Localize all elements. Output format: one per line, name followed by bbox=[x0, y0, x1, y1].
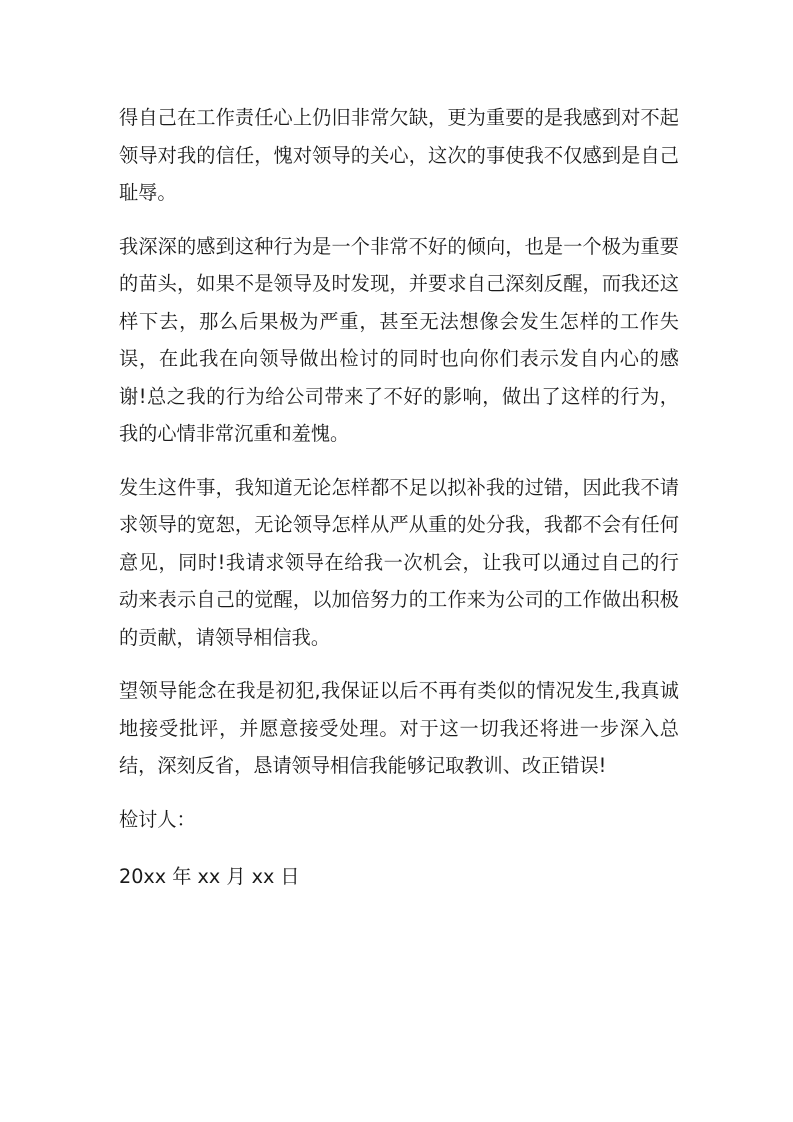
paragraph-3: 发生这件事，我知道无论怎样都不足以拟补我的过错，因此我不请求领导的宽恕，无论领导怎样从严从重的处分我，我都不会有任何意见，同时!我请求领导在给我一次机会，让我可以通过自己的行动来表示自己的觉醒，以加倍努力的工作来为公司的工作做出积极的贡献，请领导相信我。 bbox=[119, 475, 679, 649]
paragraph-4: 望领导能念在我是初犯,我保证以后不再有类似的情况发生,我真诚地接受批评，并愿意接受处理。对于这一切我还将进一步深入总结，深刻反省，恳请领导相信我能够记取教训、改正错误! bbox=[119, 679, 679, 777]
signature-label: 检讨人： bbox=[119, 807, 196, 831]
paragraph-1: 得自己在工作责任心上仍旧非常欠缺，更为重要的是我感到对不起领导对我的信任，愧对领导的关心，这次的事使我不仅感到是自己耻辱。 bbox=[119, 106, 679, 204]
date-line: 20xx 年 xx 月 xx 日 bbox=[119, 865, 300, 888]
paragraph-2: 我深深的感到这种行为是一个非常不好的倾向，也是一个极为重要的苗头，如果不是领导及时发现，并要求自己深刻反醒，而我还这样下去，那么后果极为严重，甚至无法想像会发生怎样的工作失误，在此我在向领导做出检讨的同时也向你们表示发自内心的感谢!总之我的行为给公司带来了不好的影响，做出了这样的行为，我的心情非常沉重和羞愧。 bbox=[119, 234, 679, 445]
document-body bbox=[119, 99, 679, 916]
